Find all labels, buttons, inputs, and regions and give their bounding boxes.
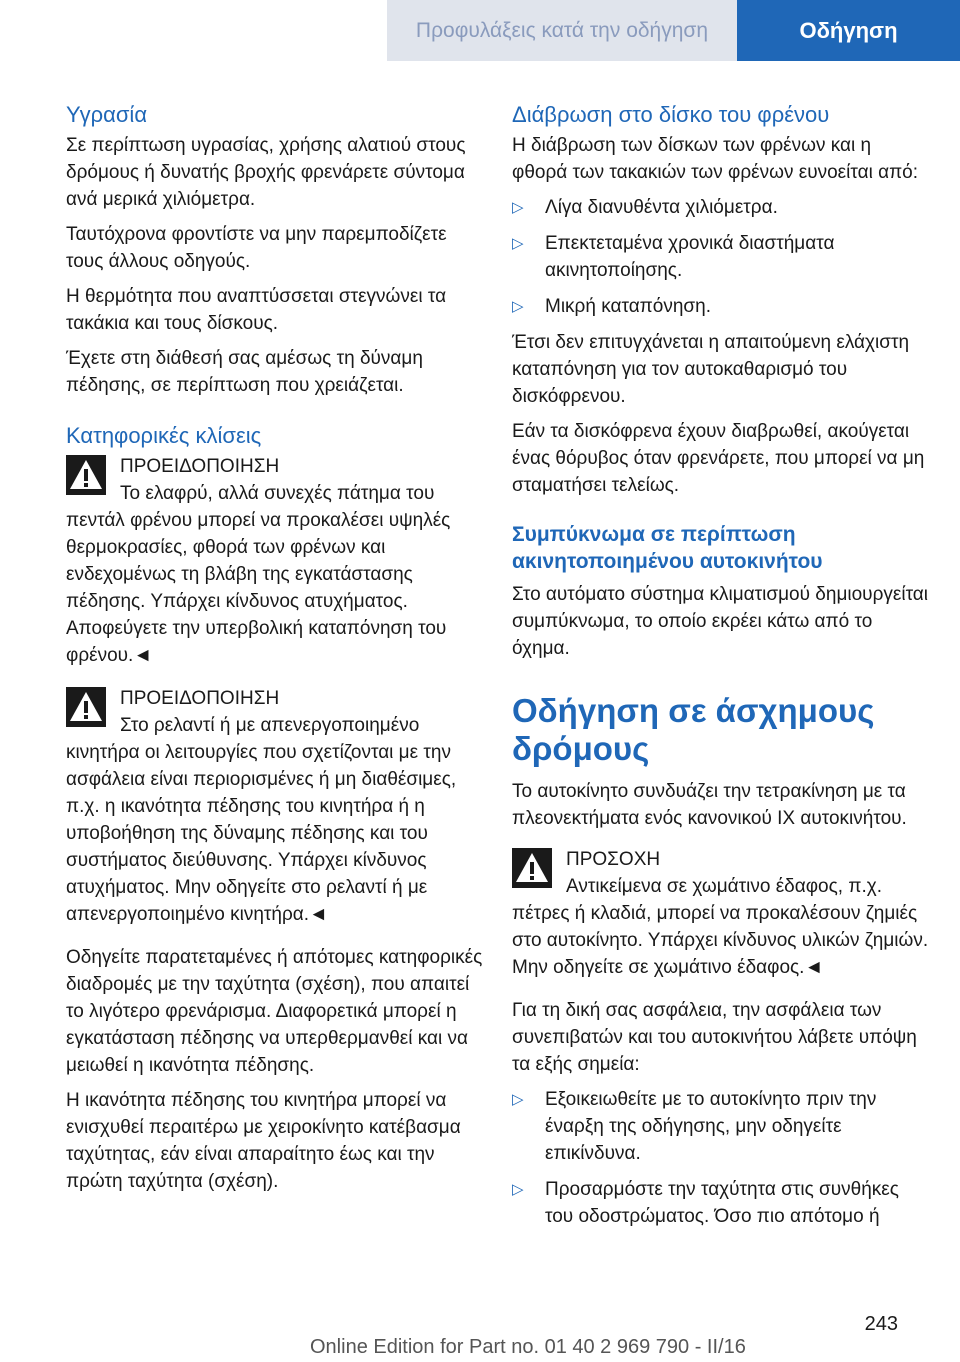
triangle-bullet-icon: ▷ <box>512 199 524 216</box>
paragraph: Έτσι δεν επιτυγχάνεται η απαιτούμενη ελάχιστη καταπόνηση για τον αυτοκαθαρισμό του δισκόφρενου. <box>512 332 910 407</box>
warning-triangle-icon <box>66 455 106 495</box>
warning-text: Στο ρελαντί ή με απενεργοποιημένο κινητήρα οι λειτουργίες που σχετίζονται με την ασφάλεια είναι περιορισμένες ή μη διαθέσιμες, π.χ. η ικανότητα πέδησης του κινητήρα ή η υποβοήθηση της δύναμης πέδησης και του συστήματος διεύθυνσης. Υπάρχει κίνδυνος ατυχήματος. Μην οδηγείτε στο ρελαντί ή με απενεργοποιημένο κινητήρα.◄ <box>66 715 457 925</box>
right-column <box>512 100 930 1239</box>
triangle-bullet-icon: ▷ <box>512 1091 524 1108</box>
paragraph: Έχετε στη διάθεσή σας αμέσως τη δύναμη πέδησης, σε περίπτωση που χρειάζεται. <box>66 348 423 396</box>
list-item <box>512 1176 930 1230</box>
bullet-list <box>512 194 930 320</box>
heading-corrosion: Διάβρωση στο δίσκο του φρένου <box>512 102 830 127</box>
header-section-title: Προφυλάξεις κατά την οδήγηση <box>387 0 737 61</box>
triangle-bullet-icon: ▷ <box>512 235 524 252</box>
list-item-text: Προσαρμόστε την ταχύτητα στις συνθήκες του οδοστρώματος. Όσο πιο απότομο ή <box>545 1179 899 1227</box>
paragraph: Το αυτοκίνητο συνδυάζει την τετρακίνηση με τα πλεονεκτήματα ενός κανονικού ΙΧ αυτοκινήτου. <box>512 781 907 829</box>
heading-humidity: Υγρασία <box>66 102 148 127</box>
list-item-text: Εξοικειωθείτε με το αυτοκίνητο πριν την έναρξη της οδήγησης, μην οδηγείτε επικίνδυνα. <box>545 1089 877 1164</box>
list-item <box>512 194 930 221</box>
warning-title: ΠΡΟΕΙΔΟΠΟΙΗΣΗ <box>120 688 280 709</box>
heading-offroad: Οδήγηση σε άσχημους δρόμους <box>512 692 875 767</box>
heading-downhill: Κατηφορικές κλίσεις <box>66 423 262 448</box>
paragraph: Για τη δική σας ασφάλεια, την ασφάλεια των συνεπιβατών και του αυτοκινήτου λάβετε υπόψη τα εξής σημεία: <box>512 1000 917 1075</box>
paragraph: Σε περίπτωση υγρασίας, χρήσης αλατιού στους δρόμους ή δυνατής βροχής φρενάρετε σύντομα ανά μερικά χιλιόμετρα. <box>66 135 466 210</box>
heading-condensation: Συμπύκνωμα σε περίπτωση ακινητοποιημένου αυτοκινήτου <box>512 523 823 573</box>
warning-block <box>66 685 484 928</box>
list-item-text: Μικρή καταπόνηση. <box>545 296 711 317</box>
left-column <box>66 100 484 1203</box>
paragraph: Η ικανότητα πέδησης του κινητήρα μπορεί να ενισχυθεί περαιτέρω με χειροκίνητο κατέβασμα ταχύτητας, εάν είναι απαραίτητο έως και την πρώτη ταχύτητα (σχέση). <box>66 1090 461 1192</box>
list-item <box>512 1086 930 1167</box>
paragraph: Η θερμότητα που αναπτύσσεται στεγνώνει τα τακάκια και τους δίσκους. <box>66 286 447 334</box>
paragraph: Ταυτόχρονα φροντίστε να μην παρεμποδίζετε τους άλλους οδηγούς. <box>66 224 447 272</box>
paragraph: Η διάβρωση των δίσκων των φρένων και η φθορά των τακακιών των φρένων ευνοείται από: <box>512 135 919 183</box>
triangle-bullet-icon: ▷ <box>512 1181 524 1198</box>
paragraph: Εάν τα δισκόφρενα έχουν διαβρωθεί, ακούγεται ένας θόρυβος όταν φρενάρετε, που μπορεί να μη σταματήσει τελείως. <box>512 421 925 496</box>
list-item-text: Επεκτεταμένα χρονικά διαστήματα ακινητοποίησης. <box>545 233 835 281</box>
list-item <box>512 230 930 284</box>
footer-edition: Online Edition for Part no. 01 40 2 969 790 - II/16 <box>310 1336 746 1358</box>
triangle-bullet-icon: ▷ <box>512 298 524 315</box>
list-item <box>512 293 930 320</box>
paragraph: Οδηγείτε παρατεταμένες ή απότομες κατηφορικές διαδρομές με την ταχύτητα (σχέση), που απαιτεί το λιγότερο φρενάρισμα. Διαφορετικά μπορεί η εγκατάσταση πέδησης να υπερθερμανθεί και να μειωθεί η ικανότητα πέδησης. <box>66 947 483 1076</box>
warning-text: Το ελαφρύ, αλλά συνεχές πάτημα του πεντάλ φρένου μπορεί να προκαλέσει υψηλές θερμοκρασίες, φθορά των φρένων και ενδεχομένως τη βλάβη της εγκατάστασης πέδησης. Υπάρχει κίνδυνος ατυχήματος. Αποφεύγετε την υπερβολική καταπόνηση του φρένου.◄ <box>66 483 451 666</box>
caution-text: Αντικείμενα σε χωμάτινο έδαφος, π.χ. πέτρες ή κλαδιά, μπορεί να προκαλέσουν ζημιές στο αυτοκίνητο. Υπάρχει κίνδυνος υλικών ζημιών. Μην οδηγείτε σε χωμάτινο έδαφος.◄ <box>512 876 929 978</box>
warning-triangle-icon <box>66 687 106 727</box>
warning-title: ΠΡΟΕΙΔΟΠΟΙΗΣΗ <box>120 456 280 477</box>
caution-block <box>512 846 930 981</box>
page-header <box>0 0 960 61</box>
caution-title: ΠΡΟΣΟΧΗ <box>566 849 661 870</box>
warning-block <box>66 453 484 669</box>
page-number: 243 <box>864 1313 898 1335</box>
header-chapter-tab: Οδήγηση <box>737 0 960 61</box>
bullet-list <box>512 1086 930 1230</box>
paragraph: Στο αυτόματο σύστημα κλιματισμού δημιουργείται συμπύκνωμα, το οποίο εκρέει κάτω από το όχημα. <box>512 584 929 659</box>
list-item-text: Λίγα διανυθέντα χιλιόμετρα. <box>545 197 778 218</box>
warning-triangle-icon <box>512 848 552 888</box>
